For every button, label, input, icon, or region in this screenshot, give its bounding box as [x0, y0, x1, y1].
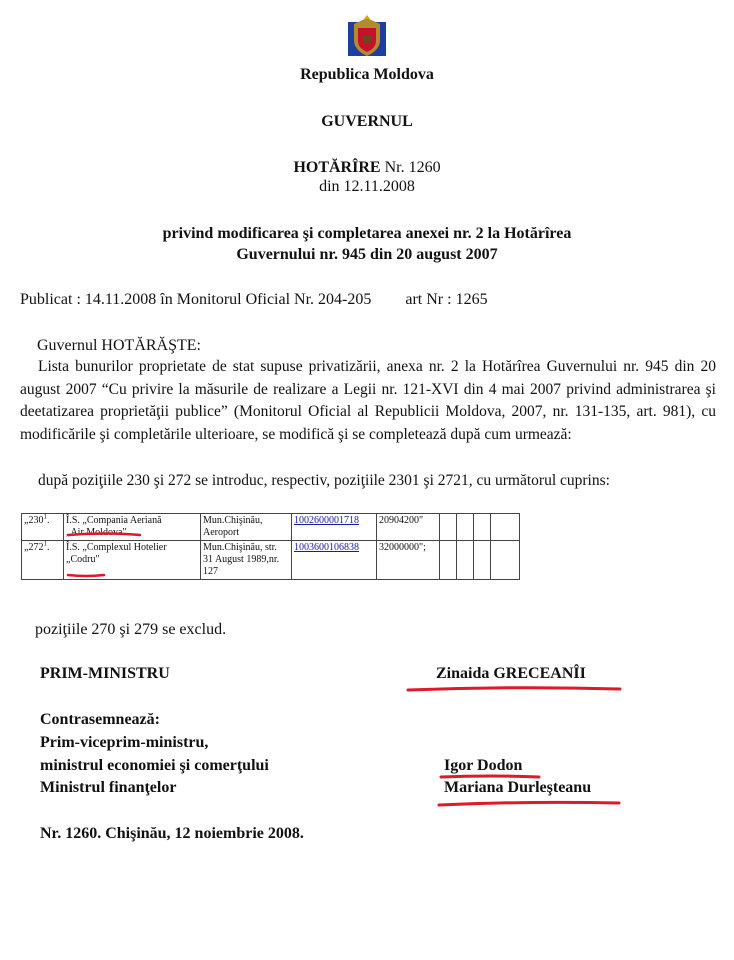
finance-minister-name: Mariana Durleşteanu: [444, 779, 592, 796]
enterprise-highlight: „Codru": [66, 554, 100, 565]
decision-paragraph: Lista bunurilor proprietate de stat supuse privatizării, anexa nr. 2 la Hotărîrea Guvernului nr. 945 din 20 august 2007 “Cu privire la măsurile de realizare a Legii nr. 121-XVI din 4 mai 2007 privind administrarea şi deetatizarea proprietăţii publice” (Monitorul Oficial al Republicii Moldova, 2007, nr. 131-135, art. 981), cu modificările şi completările ulterioare, se modifică şi se completează după cum urmează:: [20, 358, 716, 443]
closing-line: Nr. 1260. Chişinău, 12 noiembrie 2008.: [40, 825, 304, 842]
code-link[interactable]: 1003600106838: [292, 541, 377, 580]
document-heading: [0, 159, 734, 177]
document-date: din 12.11.2008: [319, 178, 415, 195]
subject-line-1: privind modificarea şi completarea anexei nr. 2 la Hotărîrea: [162, 225, 572, 242]
publication-info: Publicat : 14.11.2008 în Monitorul Oficial Nr. 204-205: [20, 291, 372, 308]
position-cell: $„272^1$.: [22, 541, 64, 580]
government-title: GUVERNUL: [321, 113, 413, 130]
prime-minister-name: Zinaida GRECEANÎI: [436, 665, 586, 682]
countersign-label: Contrasemnează:: [40, 711, 160, 728]
decision-intro: Guvernul HOTĂRĂŞTE:: [37, 337, 201, 354]
prime-minister-underline: [404, 683, 624, 695]
enterprise-cell: Î.S. „Compania Aeriană „Air Moldova": [64, 514, 201, 541]
address-cell: Mun.Chişinău, str. 31 August 1989,nr. 127: [201, 541, 292, 580]
publication-line: [20, 291, 488, 309]
code-link[interactable]: 1002600001718: [292, 514, 377, 541]
article-number: art Nr : 1265: [405, 291, 488, 308]
state-name: Republica Moldova: [300, 66, 434, 83]
value-cell: 32000000";: [377, 541, 440, 580]
deputy-title-1: Prim-viceprim-ministru,: [40, 734, 209, 751]
air-moldova-underline: [66, 530, 142, 538]
exclusion-paragraph: poziţiile 270 şi 279 se exclud.: [35, 621, 227, 638]
deputy-minister-name: Igor Dodon: [444, 757, 523, 774]
subject-line-2: Guvernului nr. 945 din 20 august 2007: [236, 246, 498, 263]
enterprise-cell: Î.S. „Complexul Hotelier „Codru": [64, 541, 201, 580]
value-cell: 20904200": [377, 514, 440, 541]
coat-of-arms-emblem: [346, 14, 388, 58]
prime-minister-title: PRIM-MINISTRU: [40, 665, 170, 682]
finance-minister-title: Ministrul finanţelor: [40, 779, 177, 796]
insertion-paragraph: după poziţiile 230 şi 272 se introduc, respectiv, poziţiile 2301 şi 2721, cu următorul cuprins:: [38, 472, 610, 489]
document-type: HOTĂRÎRE: [293, 159, 381, 176]
document-number: Nr. 1260: [384, 159, 441, 176]
position-cell: $„230^1$.: [22, 514, 64, 541]
deputy-title-2: ministrul economiei şi comerţului: [40, 757, 269, 774]
codru-underline: [66, 571, 106, 579]
enterprise-highlight: „Air Moldova: [66, 527, 123, 538]
positions-table: [21, 513, 520, 580]
address-cell: Mun.Chişinău, Aeroport: [201, 514, 292, 541]
finance-minister-underline: [436, 797, 622, 809]
